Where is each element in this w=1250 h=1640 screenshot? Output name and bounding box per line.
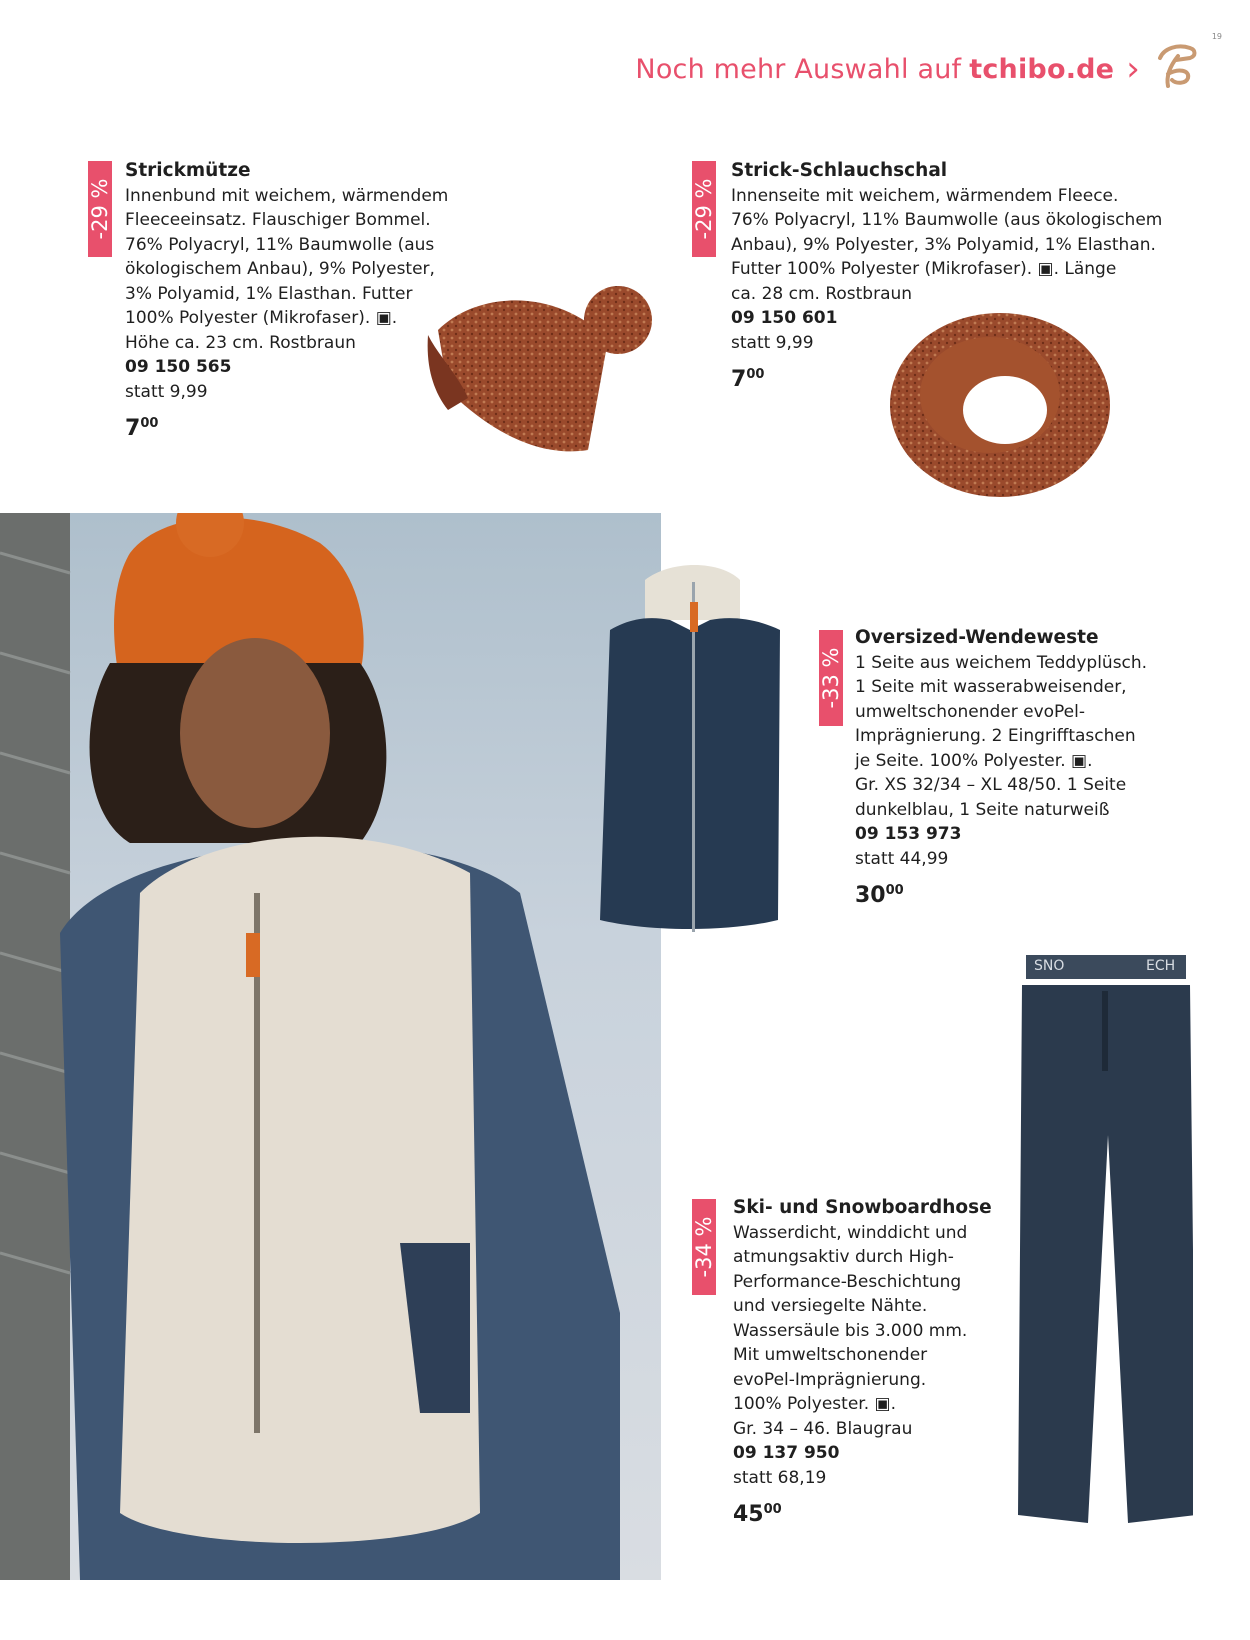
product-desc-line: je Seite. 100% Polyester. ▣. <box>855 750 1093 771</box>
scarf-image <box>885 305 1115 505</box>
product-desc-line: atmungsaktiv durch High- <box>733 1247 954 1267</box>
tchibo-logo-icon <box>1156 40 1198 92</box>
discount-badge: -33 % <box>819 630 843 726</box>
product-title: Strick-Schlauchschal <box>731 160 948 181</box>
product-desc-line: 76% Polyacryl, 11% Baumwolle (aus <box>125 234 435 255</box>
discount-badge: -29 % <box>692 161 716 257</box>
price: $30^{00}$ <box>855 883 904 908</box>
product-desc-line: Wasserdicht, winddicht und <box>733 1222 968 1243</box>
price: $7^{00}$ <box>125 416 159 441</box>
beanie-image <box>418 280 668 470</box>
chevron-right-icon: › <box>1126 49 1140 89</box>
product-desc-line: 76% Polyacryl, 11% Baumwolle (aus ökologischem <box>731 210 1163 230</box>
discount-badge: -34 % <box>692 1199 716 1295</box>
page-number: 19 <box>1211 32 1222 41</box>
waistband-text: ECH <box>1146 958 1176 974</box>
product-title: Oversized-Wendeweste <box>855 627 1099 648</box>
promo-header[interactable] <box>635 49 1140 89</box>
product-skihose <box>733 1196 992 1528</box>
promo-header-text: Noch mehr Auswahl auf <box>635 53 962 85</box>
product-desc-line: Performance-Beschichtung <box>733 1271 962 1292</box>
price: $45^{00}$ <box>733 1502 782 1527</box>
product-desc-line: Innenseite mit weichem, wärmendem Fleece. <box>731 185 1119 206</box>
article-number: 09 137 950 <box>733 1443 840 1463</box>
product-desc-line: 1 Seite aus weichem Teddyplüsch. <box>855 652 1148 673</box>
model-photo <box>0 513 661 1580</box>
old-price: statt 68,19 <box>733 1467 827 1488</box>
product-desc-line: 1 Seite mit wasserabweisender, <box>855 677 1127 697</box>
product-desc-line: Anbau), 9% Polyester, 3% Polyamid, 1% Elasthan. <box>731 234 1156 255</box>
product-title: Strickmütze <box>125 160 251 181</box>
product-desc-line: Wassersäule bis 3.000 mm. <box>733 1320 968 1341</box>
product-desc-line: und versiegelte Nähte. <box>733 1296 928 1316</box>
product-desc-line: 3% Polyamid, 1% Elasthan. Futter <box>125 283 413 304</box>
product-desc-line: ca. 28 cm. Rostbraun <box>731 283 913 304</box>
old-price: statt 9,99 <box>125 381 208 402</box>
price: $7^{00}$ <box>731 367 765 392</box>
product-desc-line: Imprägnierung. 2 Eingrifftaschen <box>855 726 1136 746</box>
article-number: 09 150 601 <box>731 308 838 328</box>
product-desc-line: Innenbund mit weichem, wärmendem <box>125 185 449 206</box>
vest-image <box>590 560 790 950</box>
product-desc-line: Gr. 34 – 46. Blaugrau <box>733 1418 913 1439</box>
old-price: statt 44,99 <box>855 848 949 869</box>
waistband-text: SNO <box>1034 958 1065 974</box>
pants-image <box>1018 955 1193 1535</box>
product-desc-line: 100% Polyester. ▣. <box>733 1394 896 1414</box>
product-desc-line: Mit umweltschonender <box>733 1345 928 1365</box>
article-number: 09 153 973 <box>855 824 962 844</box>
discount-badge: -29 % <box>88 161 112 257</box>
product-desc-line: ökologischem Anbau), 9% Polyester, <box>125 259 435 279</box>
product-desc-line: Fleeceeinsatz. Flauschiger Bommel. <box>125 210 431 230</box>
product-strickmuetze <box>125 159 448 442</box>
article-number: 09 150 565 <box>125 357 232 377</box>
old-price: statt 9,99 <box>731 332 814 353</box>
product-desc-line: umweltschonender evoPel- <box>855 701 1085 722</box>
promo-header-brand-link[interactable]: tchibo.de <box>969 53 1115 85</box>
product-wendeweste <box>855 626 1147 909</box>
product-desc-line: Höhe ca. 23 cm. Rostbraun <box>125 332 356 353</box>
product-desc-line: 100% Polyester (Mikrofaser). ▣. <box>125 308 398 328</box>
product-desc-line: Futter 100% Polyester (Mikrofaser). ▣. Länge <box>731 259 1117 279</box>
product-title: Ski- und Snowboardhose <box>733 1197 992 1218</box>
product-desc-line: dunkelblau, 1 Seite naturweiß <box>855 799 1110 820</box>
product-desc-line: evoPel-Imprägnierung. <box>733 1369 927 1390</box>
product-desc-line: Gr. XS 32/34 – XL 48/50. 1 Seite <box>855 775 1127 795</box>
